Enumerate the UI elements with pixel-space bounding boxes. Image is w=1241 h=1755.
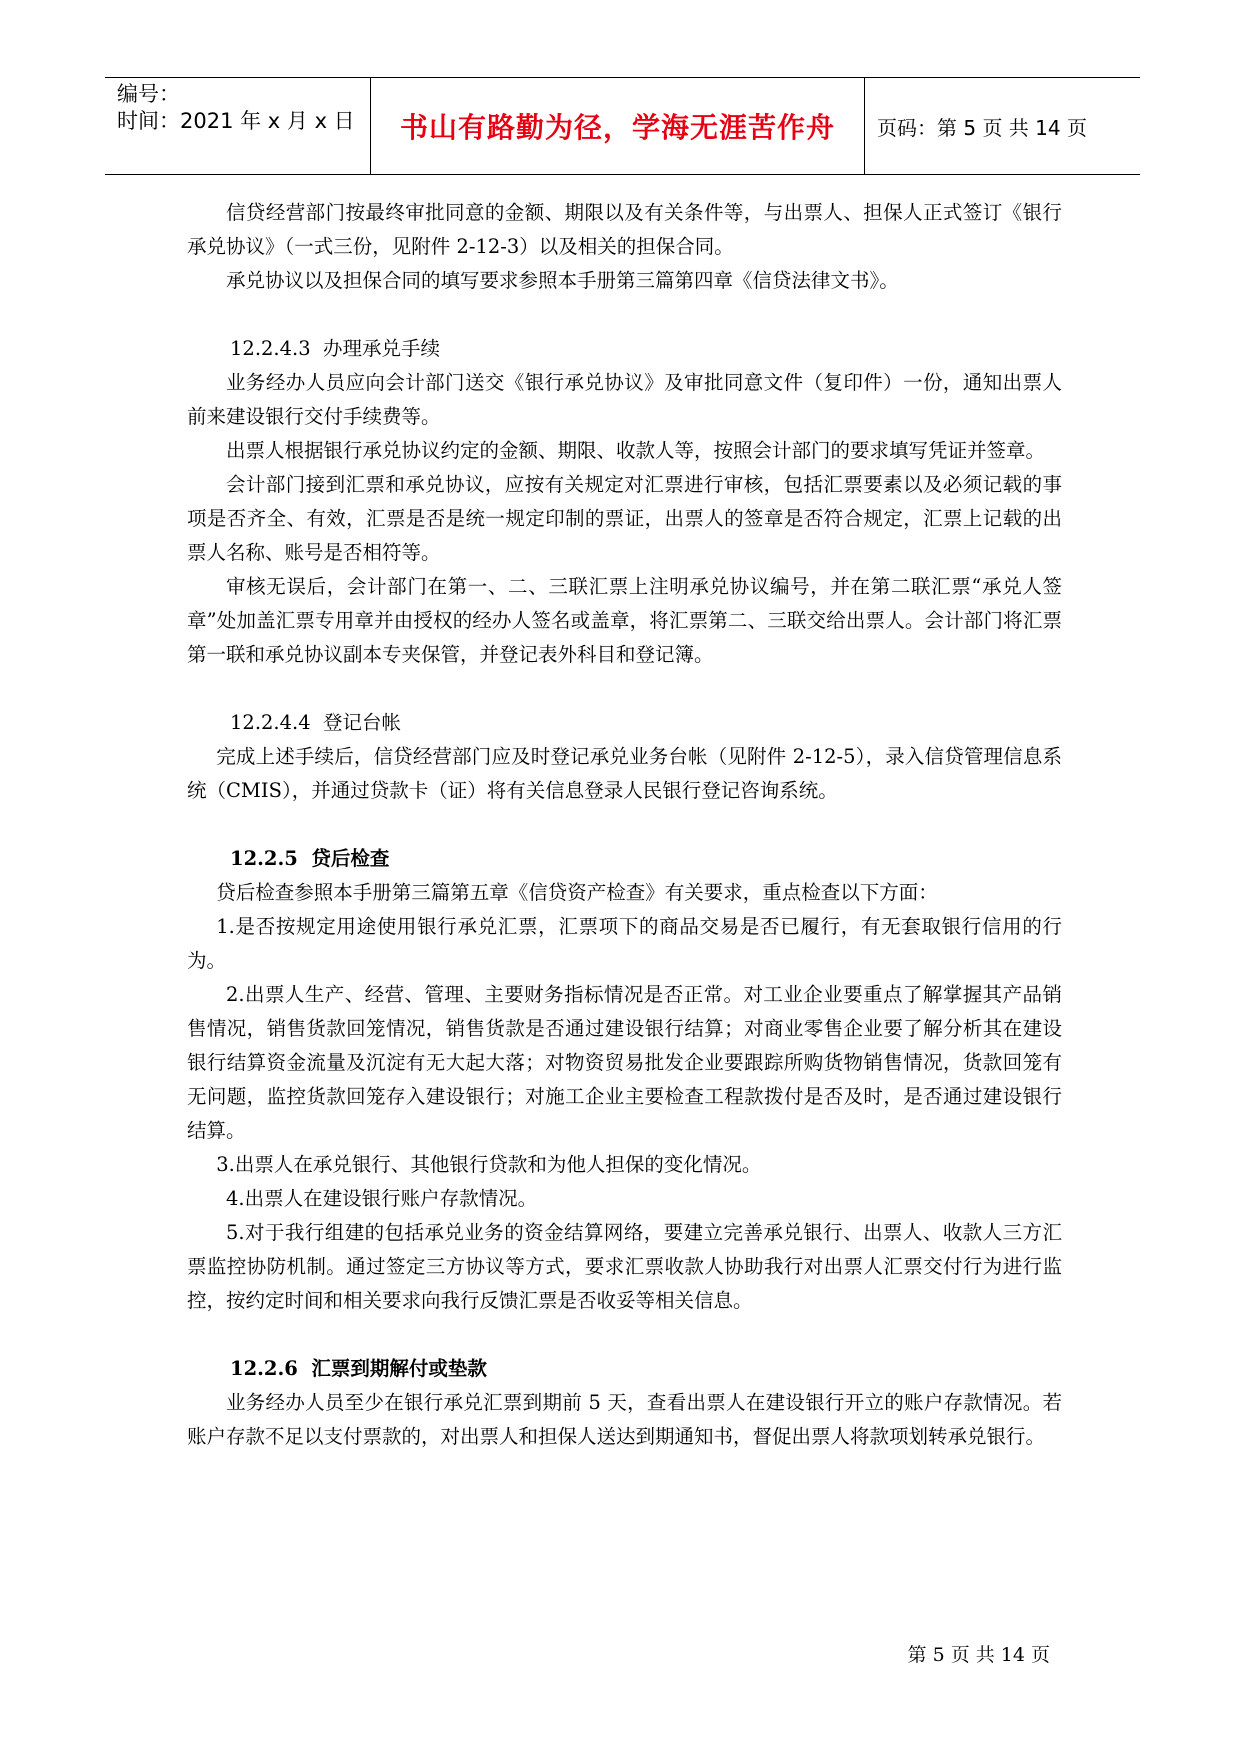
motto-text: 书山有路勤为径，学海无涯苦作舟 (399, 111, 835, 144)
section-heading-12-2-4-4: 12.2.4.4 登记台帐 (230, 711, 402, 734)
list-item: 5.对于我行组建的包括承兑业务的资金结算网络，要建立完善承兑银行、出票人、收款人三方汇票监控协防机制。通过签定三方协议等方式，要求汇票收款人协助我行对出票人汇票交付行为进行监控，按约定时间和相关要求向我行反馈汇票是否收妥等相关信息。 (187, 1221, 1062, 1312)
page-code: 页码：第 5 页 共 14 页 (877, 115, 1087, 140)
paragraph: 业务经办人员应向会计部门送交《银行承兑协议》及审批同意文件（复印件）一份，通知出票人前来建设银行交付手续费等。 (187, 371, 1062, 428)
paragraph: 出票人根据银行承兑协议约定的金额、期限、收款人等，按照会计部门的要求填写凭证并签章。 (226, 439, 1046, 462)
paragraph: 会计部门接到汇票和承兑协议，应按有关规定对汇票进行审核，包括汇票要素以及必须记载的事项是否齐全、有效，汇票是否是统一规定印制的票证，出票人的签章是否符合规定，汇票上记载的出票人名称、账号是否相符等。 (187, 473, 1062, 564)
list-item: 3.出票人在承兑银行、其他银行贷款和为他人担保的变化情况。 (216, 1153, 762, 1176)
list-item: 2.出票人生产、经营、管理、主要财务指标情况是否正常。对工业企业要重点了解掌握其产品销售情况，销售货款回笼情况，销售货款是否通过建设银行结算；对商业零售企业要了解分析其在建设银行结算资金流量及沉淀有无大起大落；对物资贸易批发企业要跟踪所购货物销售情况，货款回笼有无问题，监控货款回笼存入建设银行；对施工企业主要检查工程款拨付是否及时，是否通过建设银行结算。 (187, 983, 1062, 1142)
header-info-cell (105, 78, 371, 174)
header-page-cell (865, 78, 1140, 174)
paragraph: 业务经办人员至少在银行承兑汇票到期前 5 天，查看出票人在建设银行开立的账户存款情况。若账户存款不足以支付票款的，对出票人和担保人送达到期通知书，督促出票人将款项划转承兑银行。 (187, 1391, 1062, 1448)
section-heading-12-2-6: 12.2.6 汇票到期解付或垫款 (230, 1357, 487, 1380)
document-number-label: 编号： (117, 82, 180, 106)
paragraph: 完成上述手续后，信贷经营部门应及时登记承兑业务台帐（见附件 2-12-5），录入信贷管理信息系统（CMIS），并通过贷款卡（证）将有关信息登录人民银行登记咨询系统。 (187, 745, 1062, 802)
paragraph: 承兑协议以及担保合同的填写要求参照本手册第三篇第四章《信贷法律文书》。 (226, 269, 899, 292)
document-body (187, 196, 1062, 1454)
paragraph: 审核无误后，会计部门在第一、二、三联汇票上注明承兑协议编号，并在第二联汇票“承兑人签章”处加盖汇票专用章并由授权的经办人签名或盖章，将汇票第二、三联交给出票人。会计部门将汇票第一联和承兑协议副本专夹保管，并登记表外科目和登记簿。 (187, 575, 1062, 666)
section-heading-12-2-4-3: 12.2.4.3 办理承兑手续 (230, 337, 441, 360)
header-motto-cell (371, 78, 865, 174)
section-heading-12-2-5: 12.2.5 贷后检查 (230, 847, 390, 870)
list-item: 4.出票人在建设银行账户存款情况。 (226, 1187, 538, 1210)
list-item: 1.是否按规定用途使用银行承兑汇票，汇票项下的商品交易是否已履行，有无套取银行信用的行为。 (187, 915, 1062, 972)
paragraph: 贷后检查参照本手册第三篇第五章《信贷资产检查》有关要求，重点检查以下方面： (216, 881, 938, 904)
page-header (105, 77, 1140, 175)
paragraph: 信贷经营部门按最终审批同意的金额、期限以及有关条件等，与出票人、担保人正式签订《银行承兑协议》（一式三份，见附件 2-12-3）以及相关的担保合同。 (187, 201, 1062, 258)
document-time-label: 时间：2021 年 x 月 x 日 (117, 109, 355, 133)
page-footer: 第 5 页 共 14 页 (907, 1644, 1050, 1666)
